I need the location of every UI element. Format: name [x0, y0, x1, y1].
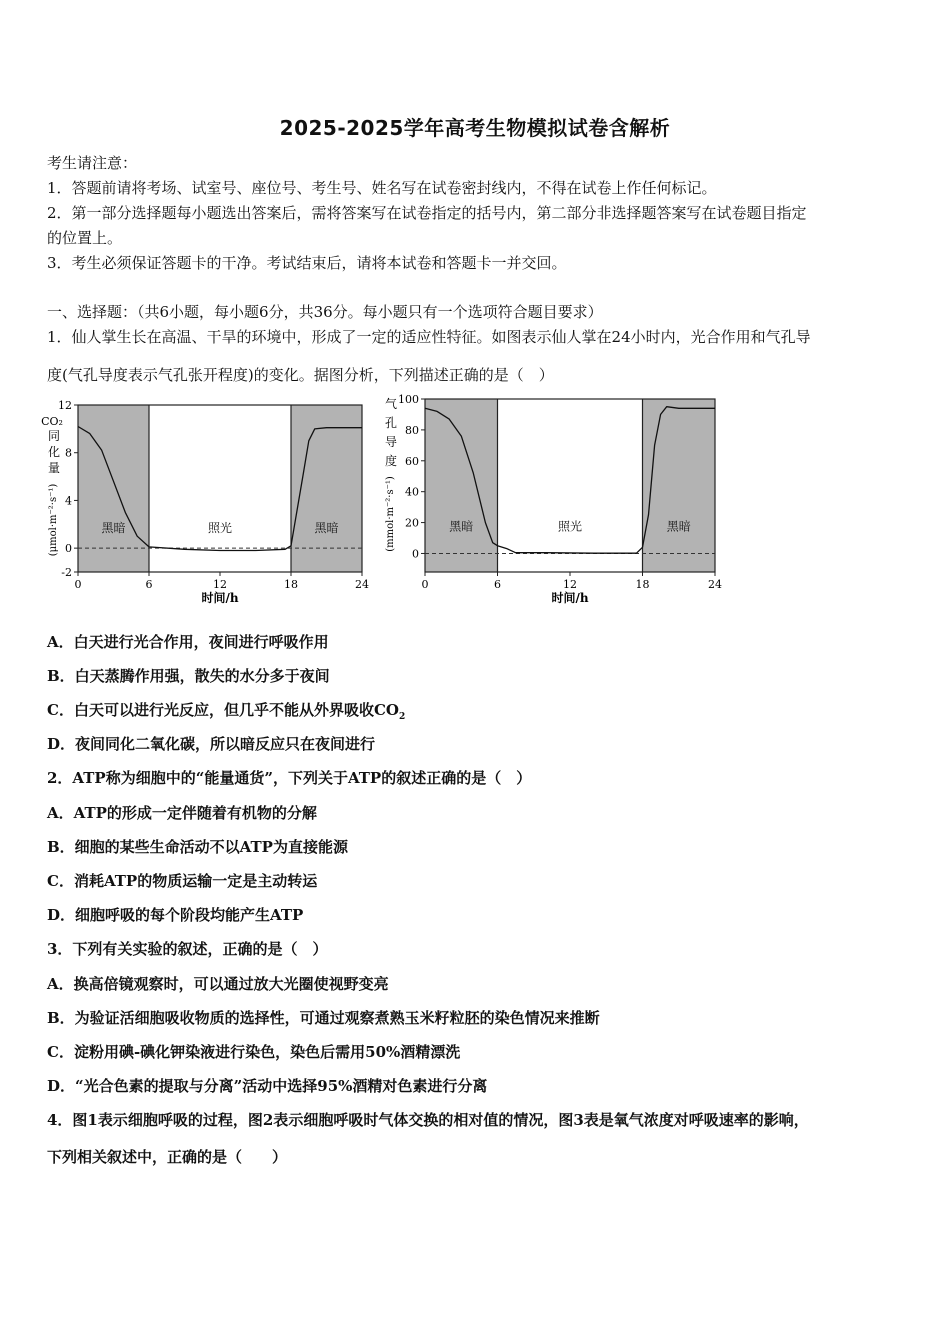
q3-stem: 3．下列有关实验的叙述，正确的是（ ）	[47, 940, 328, 958]
region-label: 黑暗	[314, 520, 339, 535]
y-tick-label: 60	[405, 454, 419, 468]
x-tick-label: 18	[635, 578, 650, 591]
x-tick-label: 24	[355, 578, 369, 591]
y-axis-label-top: CO₂	[41, 415, 63, 428]
q2-option-b: B．细胞的某些生命活动不以ATP为直接能源	[47, 838, 348, 856]
q3-option-a: A．换高倍镜观察时，可以通过放大光圈使视野变亮	[47, 975, 389, 993]
x-axis-label: 时间/h	[551, 591, 589, 605]
q1-option-c-text: C．白天可以进行光反应，但几乎不能从外界吸收CO	[47, 701, 399, 719]
x-tick-label: 6	[494, 578, 501, 591]
q1-stem-line1: 1．仙人掌生长在高温、干旱的环境中，形成了一定的适应性特征。如图表示仙人掌在24小时内，光合作用和气孔导	[47, 328, 811, 346]
y-tick-label: 0	[65, 542, 72, 556]
y-axis-unit: (μmol·m⁻²·s⁻¹)	[48, 483, 59, 557]
y-tick-label: 8	[65, 446, 72, 460]
x-tick-label: 6	[145, 578, 153, 591]
q3-option-d: D．“光合色素的提取与分离”活动中选择95%酒精对色素进行分离	[47, 1077, 488, 1095]
x-tick-label: 0	[421, 578, 429, 591]
y-axis-label-char: 孔	[384, 416, 398, 430]
q4-stem-line1: 4．图1表示细胞呼吸的过程，图2表示细胞呼吸时气体交换的相对值的情况，图3表是氧气浓度对呼吸速率的影响，	[47, 1111, 809, 1129]
region-shade-0	[425, 399, 498, 572]
q1-option-a: A．白天进行光合作用，夜间进行呼吸作用	[47, 633, 329, 651]
notice-heading: 考生请注意：	[47, 154, 138, 172]
page-title: 2025-2025学年高考生物模拟试卷含解析	[279, 116, 671, 140]
y-axis-label-char: 量	[47, 461, 61, 475]
region-shade-2	[643, 399, 716, 572]
q1-option-d: D．夜间同化二氧化碳，所以暗反应只在夜间进行	[47, 735, 376, 753]
y-axis-label-char: 同	[47, 429, 61, 443]
x-tick-label: 0	[74, 578, 82, 591]
q2-option-c: C．消耗ATP的物质运输一定是主动转运	[47, 872, 318, 890]
q1-option-c-subscript: 2	[398, 712, 406, 722]
region-label: 黑暗	[449, 519, 474, 534]
q2-stem: 2．ATP称为细胞中的“能量通货”，下列关于ATP的叙述正确的是（ ）	[47, 769, 532, 787]
y-tick-label: 80	[405, 423, 419, 437]
x-tick-label: 18	[284, 578, 298, 591]
x-tick-label: 24	[708, 578, 722, 591]
y-axis-label-char: 导	[384, 435, 398, 449]
notice-item-3: 3．考生必须保证答题卡的干净。考试结束后，请将本试卷和答题卡一并交回。	[47, 254, 567, 272]
y-tick-label: 12	[58, 399, 72, 412]
q1-stem-line2: 度(气孔导度表示气孔张开程度)的变化。据图分析，下列描述正确的是（ ）	[47, 366, 554, 384]
region-label: 照光	[207, 520, 233, 535]
q1-option-c	[47, 699, 405, 722]
stomatal-conductance-chart	[378, 392, 723, 608]
x-tick-label: 12	[213, 578, 227, 591]
region-label: 黑暗	[101, 520, 126, 535]
y-axis-label-char: 度	[384, 454, 398, 468]
y-tick-label: 40	[405, 485, 419, 499]
q3-option-b: B．为验证活细胞吸收物质的选择性，可通过观察煮熟玉米籽粒胚的染色情况来推断	[47, 1009, 600, 1027]
q1-option-b: B．白天蒸腾作用强，散失的水分多于夜间	[47, 667, 330, 685]
x-axis-label: 时间/h	[201, 591, 239, 605]
y-tick-label: 20	[405, 516, 419, 530]
y-axis-label-char: 化	[47, 445, 61, 459]
y-axis-unit: (mmol·m⁻²·s⁻¹)	[385, 476, 396, 552]
region-label: 照光	[557, 519, 583, 534]
q2-option-d: D．细胞呼吸的每个阶段均能产生ATP	[47, 906, 304, 924]
y-tick-label: 4	[65, 494, 72, 508]
q2-option-a: A．ATP的形成一定伴随着有机物的分解	[47, 804, 317, 822]
notice-item-2: 2．第一部分选择题每小题选出答案后，需将答案写在试卷指定的括号内，第二部分非选择题答案写在试卷题目指定	[47, 204, 807, 222]
region-label: 黑暗	[666, 519, 691, 534]
y-axis-label-char: 气	[384, 397, 398, 411]
y-tick-label: 100	[398, 393, 419, 406]
notice-item-1: 1．答题前请将考场、试室号、座位号、考生号、姓名写在试卷密封线内，不得在试卷上作任何标记。	[47, 179, 717, 197]
q4-stem-line2: 下列相关叙述中，正确的是（ ）	[47, 1148, 288, 1166]
y-tick-label: -2	[61, 566, 72, 579]
notice-item-2-cont: 的位置上。	[47, 229, 123, 247]
co2-assimilation-chart	[38, 392, 373, 608]
y-tick-label: 0	[412, 547, 419, 561]
region-shade-2	[291, 405, 362, 572]
x-tick-label: 12	[563, 578, 577, 591]
region-shade-0	[78, 405, 149, 572]
section-heading: 一、选择题：（共6小题，每小题6分，共36分。每小题只有一个选项符合题目要求）	[47, 303, 603, 321]
q3-option-c: C．淀粉用碘-碘化钾染液进行染色，染色后需用50%酒精漂洗	[47, 1043, 461, 1061]
